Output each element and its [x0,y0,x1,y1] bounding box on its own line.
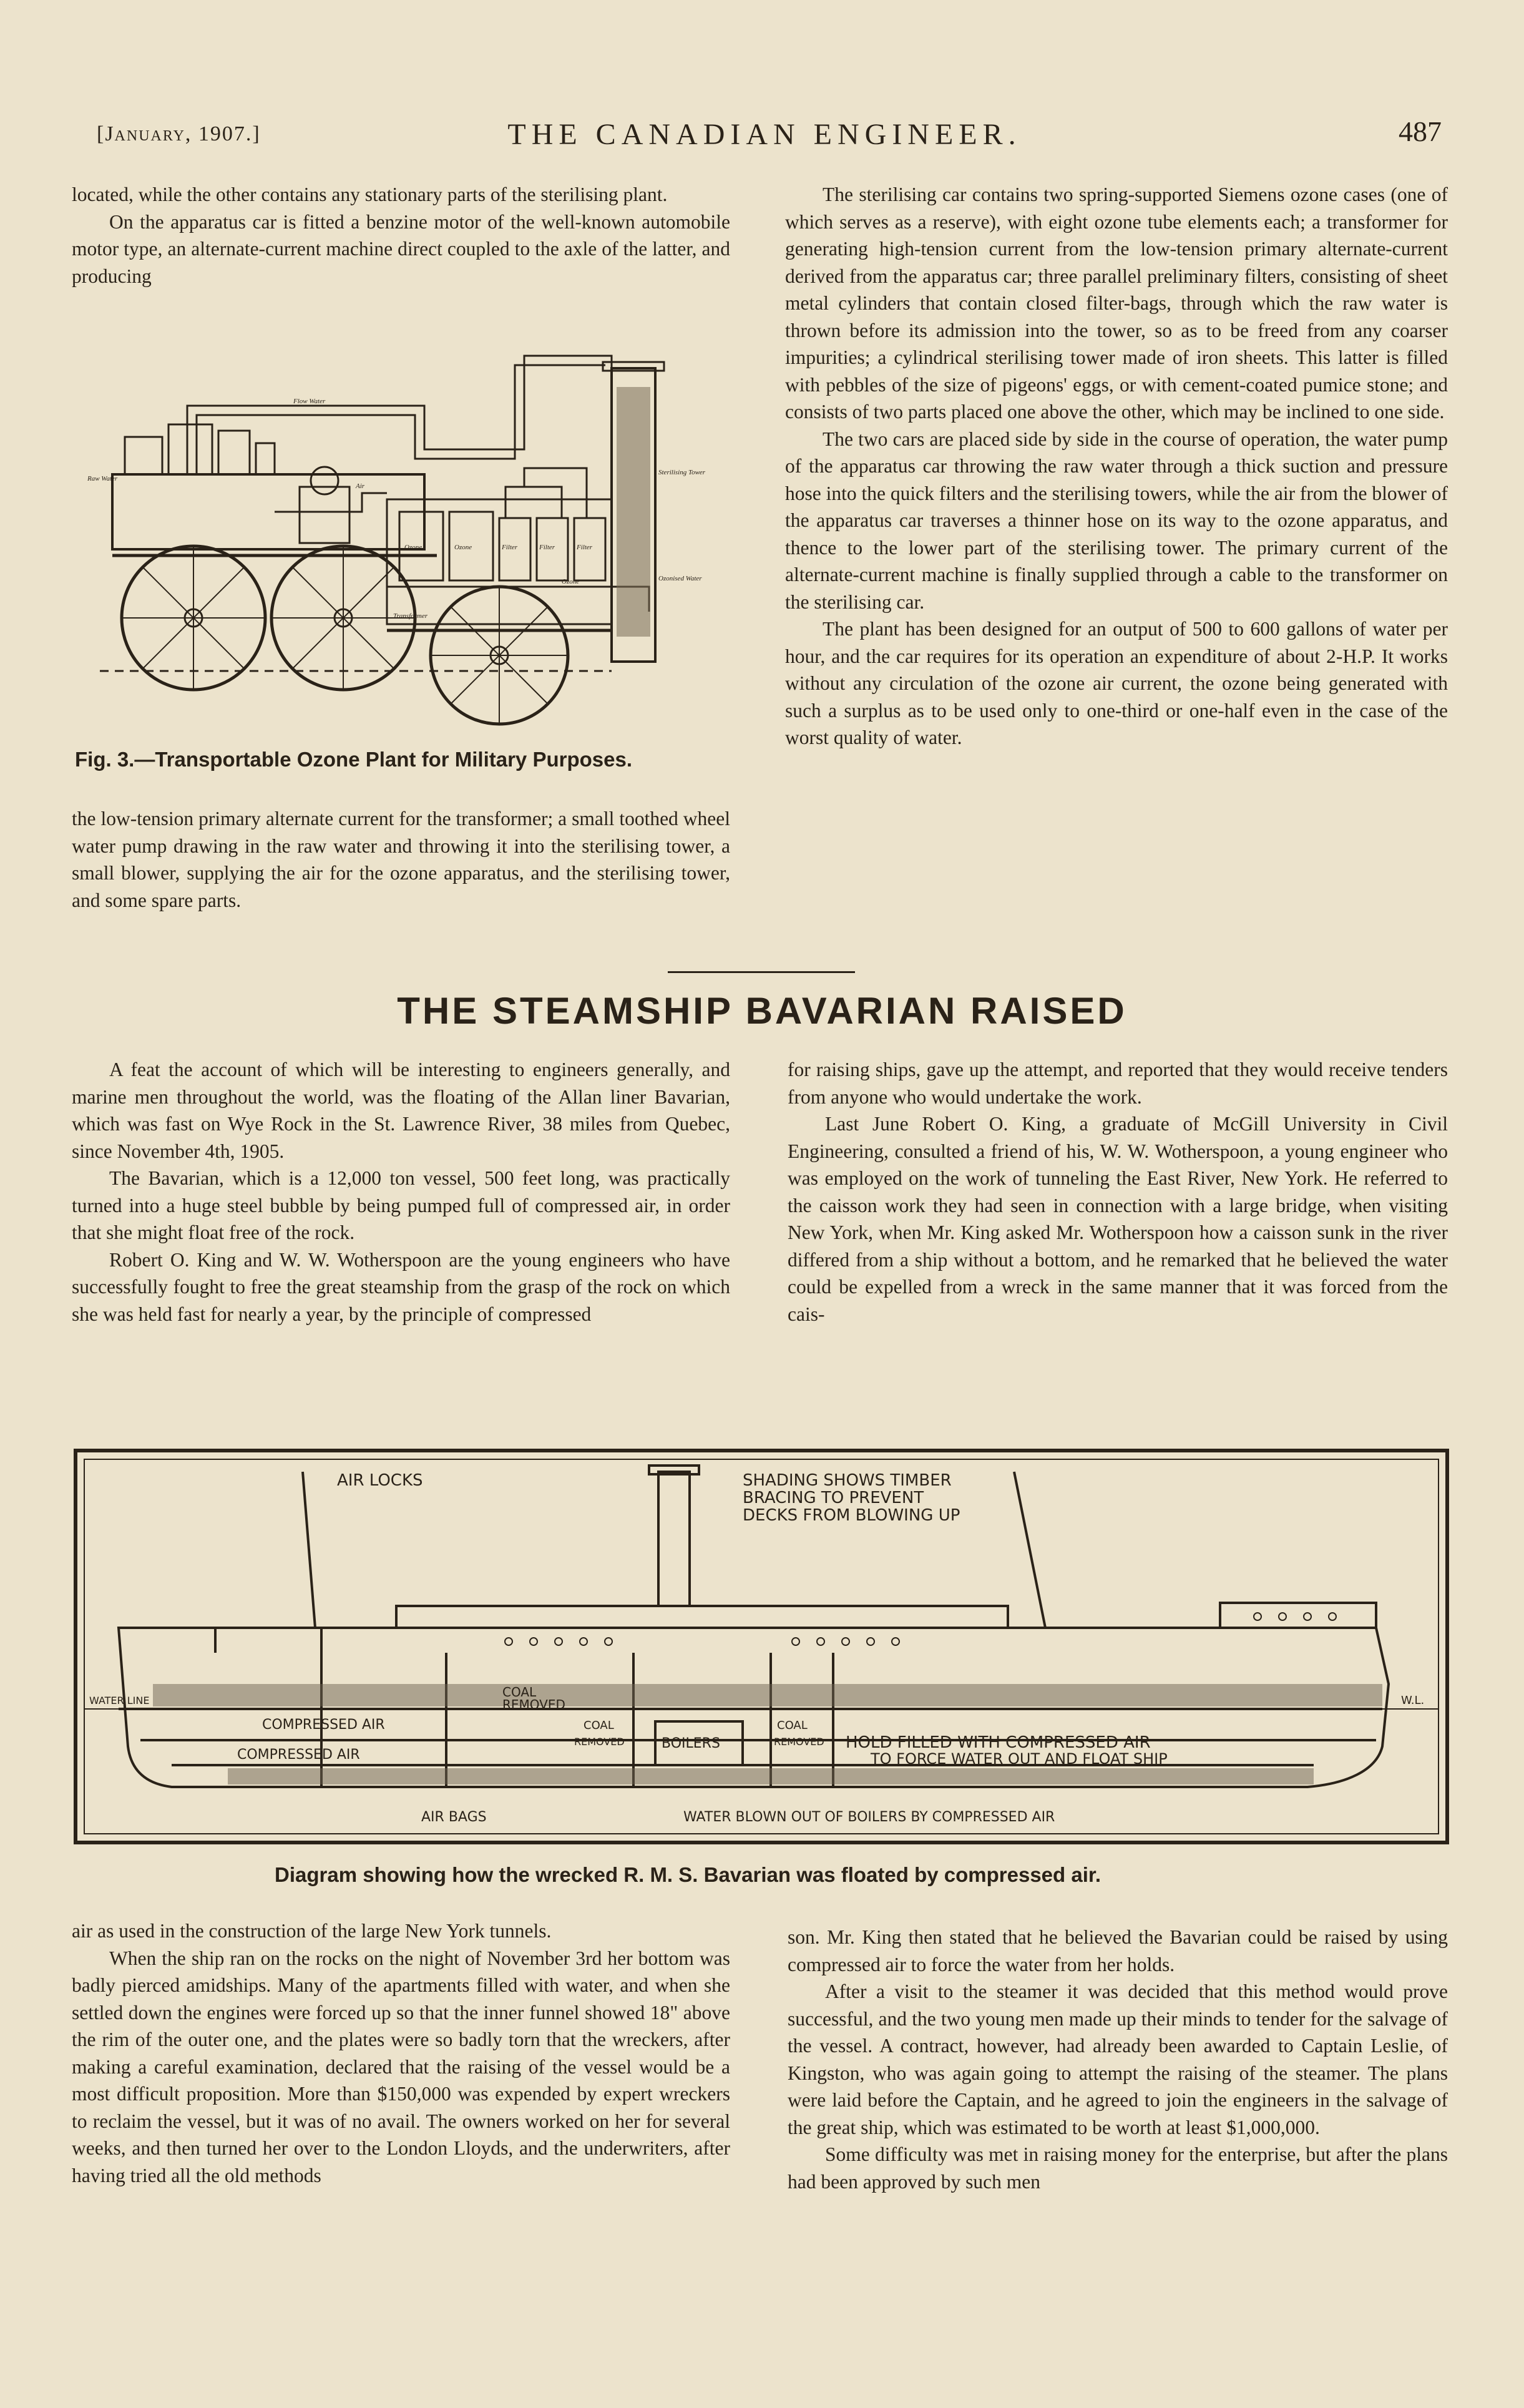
section-divider [668,971,855,973]
diagram-label: COMPRESSED AIR [262,1717,385,1733]
bavarian-right-bottom-column [788,1924,1448,2195]
paragraph: Robert O. King and W. W. Wotherspoon are the young engineers who have successfully fought to free the great steamship from the grasp of the rock on which she was held fast for nearly a year, by the principle of compressed [72,1248,730,1325]
paragraph: for raising ships, gave up the attempt, and reported that they would receive tenders from anyone who would undertake the work. [788,1059,1448,1108]
diagram-label: REMOVED [774,1736,824,1748]
diagram-label: BRACING TO PREVENT [743,1489,924,1507]
paragraph: Some difficulty was met in raising money for the enterprise, but after the plans had been approved by such men [788,2143,1448,2193]
ozone-left-bottom-column [72,805,730,914]
running-header [69,112,1460,156]
paragraph: the low-tension primary alternate current for the transformer; a small toothed wheel water pump drawing in the raw water and throwing it into the sterilising tower, a small blower, supplying the air for the ozone apparatus, and the sterilising tower, and some spare parts. [72,808,730,911]
diagram-label: W.L. [1401,1694,1425,1707]
page-number: 487 [1399,115,1442,147]
figure-label: Ozone [562,578,580,585]
bavarian-left-top-column [72,1056,730,1328]
diagram-label: WATER LINE [89,1695,150,1706]
paragraph: air as used in the construction of the large New York tunnels. [72,1920,552,1942]
diagram-label: COAL [502,1685,537,1700]
diagram-caption: Diagram showing how the wrecked R. M. S. Bavarian was floated by compressed air. [275,1863,1101,1886]
bavarian-right-top-column [788,1056,1448,1328]
figure-label: Flow Water [293,398,326,405]
diagram-label: REMOVED [502,1697,565,1712]
diagram-label: COAL [584,1719,614,1732]
figure-label: Filter [577,544,593,551]
figure-label: Filter [539,544,555,551]
diagram-label: COMPRESSED AIR [237,1747,360,1763]
paragraph: After a visit to the steamer it was decided that this method would prove successful, and the two young men made up their minds to tender for the salvage of the vessel. A contract, however, had already been awarded to Captain Leslie, of Kingston, who was again going to attempt the raising of the steamer. The plans were laid before the Captain, and he agreed to join the engineers in the salvage of the great ship, which was estimated to be worth at least $1,000,000. [788,1980,1448,2138]
journal-title: THE CANADIAN ENGINEER. [507,118,1022,151]
figure-3-caption: Fig. 3.—Transportable Ozone Plant for Military Purposes. [75,748,632,771]
paragraph: A feat the account of which will be interesting to engineers generally, and marine men throughout the world, was the floating of the Allan liner Bavarian, which was fast on Wye Rock in the St. Lawrence River, 38 miles from Quebec, since November 4th, 1905. [72,1059,730,1162]
diagram-label: AIR BAGS [421,1809,487,1825]
paragraph: The two cars are placed side by side in the course of operation, the water pump of the apparatus car throwing the raw water through a thick suction and pressure hose into the quick filters and the sterilising towers, while the air from the blower of the apparatus car traverses a thinner hose on its way to the ozone apparatus, and thence to the lower part of the sterilising tower. The primary current of the alternate-current machine is finally supplied through a cable to the transformer on the sterilising car. [785,428,1448,613]
diagram-label: SHADING SHOWS TIMBER [743,1471,952,1490]
figure-label: Ozone [454,544,472,551]
figure-label: Ozonised Water [658,575,702,582]
diagram-label: HOLD FILLED WITH COMPRESSED AIR [846,1733,1151,1752]
ozone-left-top-column [72,181,730,290]
article-headline: THE STEAMSHIP BAVARIAN RAISED [397,990,1127,1032]
ozone-plant-figure [87,350,718,737]
paragraph: Last June Robert O. King, a graduate of McGill University in Civil Engineering, consulted a friend of his, W. W. Wotherspoon, a young engineer who was employed on the work of tunneling the East River, New York. He referred to the caisson work they had seen in connection with a large bridge, when visiting New York, when Mr. King asked Mr. Wotherspoon how a caisson sunk in the river differed from a ship without a bottom, and he remarked that he believed the water could be expelled from a wreck in the same manner that it was forced from the cais- [788,1113,1448,1325]
paragraph: The sterilising car contains two spring-supported Siemens ozone cases (one of which serves as a reserve), with eight ozone tube elements each; a transformer for generating high-tension current from the low-tension primary alternate-current derived from the apparatus car; three parallel preliminary filters, consisting of sheet metal cylinders that contain closed filter-bags, through which the raw water is thrown before its admission into the tower, so as to be freed from any coarser impurities; a cylindrical sterilising tower made of iron sheets. This latter is filled with pebbles of the size of pigeons' eggs, or with cement-coated pumice stone; and consists of two parts placed one above the other, which may be inclined to one side. [785,184,1448,423]
paragraph: On the apparatus car is fitted a benzine motor of the well-known automobile motor type, an alternate-current machine direct coupled to the axle of the latter, and producing [72,210,730,287]
figure-label: Filter [502,544,518,551]
diagram-label: AIR LOCKS [337,1471,423,1490]
paragraph: The Bavarian, which is a 12,000 ton vessel, 500 feet long, was practically turned into a huge steel bubble by being pumped full of compressed air, in order that she might float free of the rock. [72,1167,730,1243]
diagram-label: DECKS FROM BLOWING UP [743,1506,960,1525]
diagram-label: BOILERS [662,1736,720,1751]
paragraph: son. Mr. King then stated that he believed the Bavarian could be raised by using compressed air to force the water from her holds. [788,1926,1448,1975]
paragraph: located, while the other contains any stationary parts of the sterilising plant. [72,184,668,205]
figure-label: Transformer [393,612,428,620]
paragraph: When the ship ran on the rocks on the night of November 3rd her bottom was badly pierced amidships. Many of the apartments filled with water, and when she settled down the engines were forced up so that the inner funnel showed 18" above the rim of the outer one, and the plates were so badly torn that the wreckers, after making a careful examination, declared that the raising of the vessel would be a most difficult proposition. More than $150,000 was expended by expert wreckers to reclaim the vessel, but it was of no avail. The owners worked on her for several weeks, and then turned her over to the London Lloyds, and the underwriters, after having tried all the old methods [72,1947,730,2186]
figure-label: Raw Water [87,475,118,482]
bavarian-diagram [72,1447,1451,1846]
diagram-label: WATER BLOWN OUT OF BOILERS BY COMPRESSED AIR [683,1809,1055,1825]
diagram-label: REMOVED [574,1736,625,1748]
issue-date: [January, 1907.] [97,122,261,145]
paragraph: The plant has been designed for an output of 500 to 600 gallons of water per hour, and the car requires for its operation an expenditure of about 2-H.P. It works without any circulation of the ozone air current, the ozone being generated with such a surplus as to be used only to one-third or one-half even in the case of the worst quality of water. [785,618,1448,748]
figure-label: Sterilising Tower [658,469,706,476]
figure-label: Air [356,482,365,490]
bavarian-left-bottom-column [72,1917,730,2189]
ozone-right-column [785,181,1448,751]
figure-label: Ozone [404,544,423,551]
diagram-label: COAL [777,1719,808,1732]
diagram-label: TO FORCE WATER OUT AND FLOAT SHIP [871,1750,1168,1768]
